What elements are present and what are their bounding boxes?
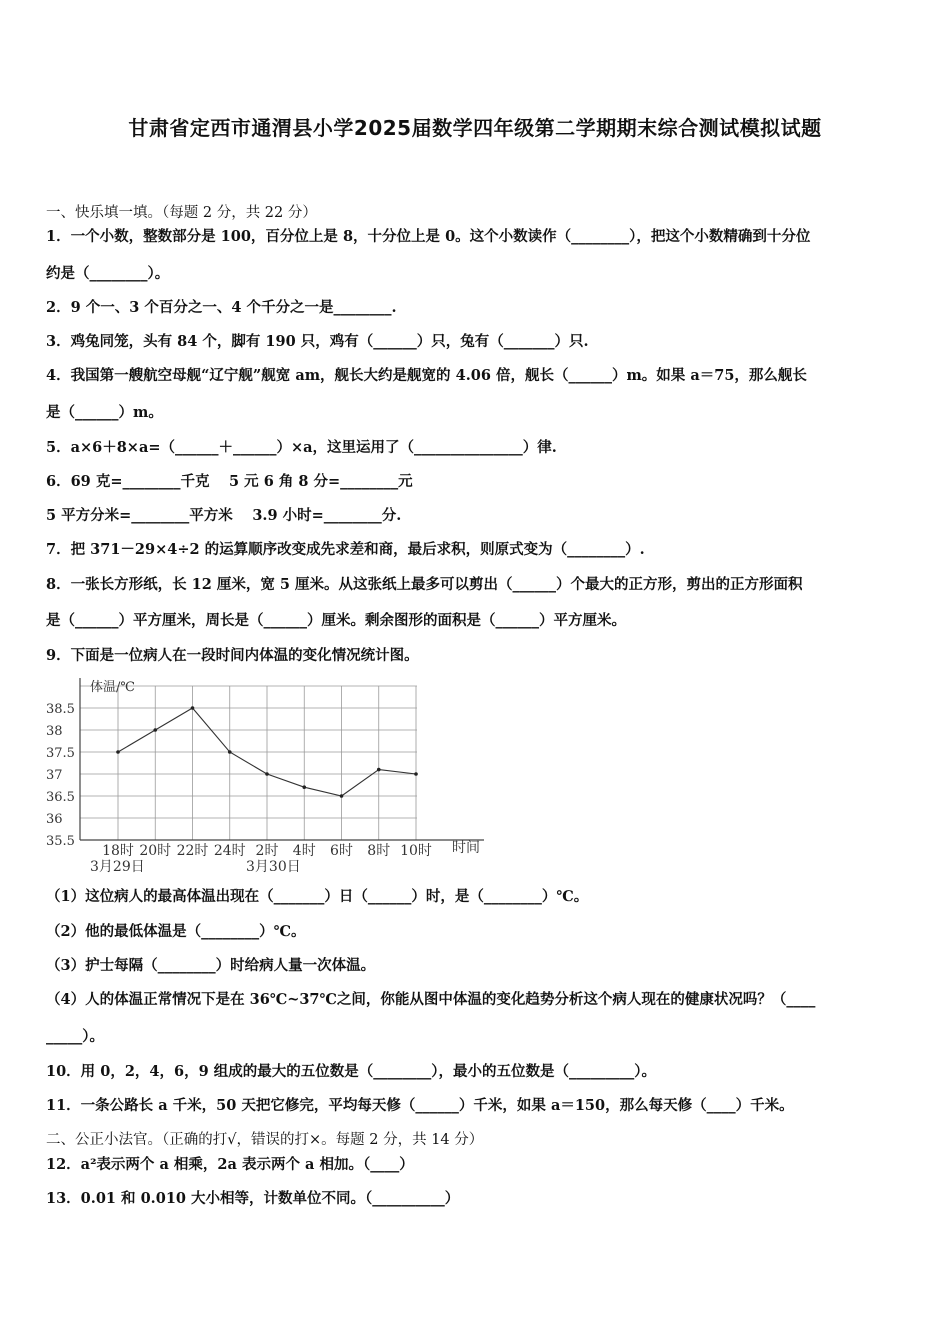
section-2-heading: 二、公正小法官。（正确的打√，错误的打×。每题 2 分，共 14 分） [46, 1132, 484, 1148]
date-label-1: 3月29日 [90, 859, 145, 875]
question-7: 7．把 371－29×4÷2 的运算顺序改变成先求差和商，最后求积，则原式变为（________）. [46, 541, 645, 558]
y-axis-label: 体温/℃ [90, 680, 135, 695]
x-tick-label: 6时 [330, 843, 353, 859]
question-1-line-1: 1．一个小数，整数部分是 100，百分位上是 8，十分位上是 0。这个小数读作（________），把这个小数精确到十分位 [46, 228, 811, 245]
question-9-part-2: （2）他的最低体温是（________）℃。 [46, 923, 306, 940]
section-1-heading: 一、快乐填一填。（每题 2 分，共 22 分） [46, 205, 317, 221]
x-tick-label: 8时 [367, 843, 391, 859]
question-9-part-3: （3）护士每隔（________）时给病人量一次体温。 [46, 957, 376, 974]
question-4-line-1: 4．我国第一艘航空母舰“辽宁舰”舰宽 am，舰长大约是舰宽的 4.06 倍，舰长（______）m。如果 a＝75，那么舰长 [46, 367, 807, 384]
x-axis-label: 时间 [452, 840, 480, 856]
temperature-line-chart [44, 674, 494, 882]
x-tick-label: 22时 [176, 843, 209, 859]
question-1-line-2: 约是（________）。 [46, 265, 170, 282]
question-10: 10．用 0，2，4，6，9 组成的最大的五位数是（________），最小的五位数是（_________）。 [46, 1063, 656, 1080]
question-6-line-2: 5 平方分米=________平方米 3.9 小时=________分. [46, 507, 402, 524]
question-3: 3．鸡兔同笼，头有 84 个，脚有 190 只，鸡有（______）只，兔有（_______）只. [46, 333, 589, 350]
y-tick-label: 37 [46, 768, 63, 783]
question-9-part-4-line-1: （4）人的体温正常情况下是在 36℃~37℃之间，你能从图中体温的变化趋势分析这个病人现在的健康状况吗？（____ [46, 991, 816, 1008]
y-tick-labels [46, 702, 75, 849]
question-13: 13．0.01 和 0.010 大小相等，计数单位不同。（__________） [46, 1190, 460, 1207]
data-point [153, 728, 157, 732]
y-tick-label: 38.5 [46, 702, 75, 717]
question-9-part-1: （1）这位病人的最高体温出现在（_______）日（______）时，是（________）℃。 [46, 888, 589, 905]
x-tick-label: 20时 [139, 843, 172, 859]
data-point [302, 785, 306, 789]
question-6-line-1: 6．69 克=________千克 5 元 6 角 8 分=________元 [46, 473, 413, 490]
y-tick-label: 38 [46, 724, 63, 739]
chart-axes [80, 678, 484, 840]
page-title: 甘肃省定西市通渭县小学2025届数学四年级第二学期期末综合测试模拟试题 [128, 116, 822, 140]
data-point [191, 706, 195, 710]
y-tick-label: 36 [46, 812, 63, 827]
question-5: 5．a×6＋8×a=（______＋______）×a，这里运用了（_______________）律. [46, 439, 557, 456]
y-tick-label: 36.5 [46, 790, 75, 805]
question-9-part-4-line-2: _____）。 [46, 1028, 104, 1045]
question-8-line-2: 是（______）平方厘米，周长是（______）厘米。剩余图形的面积是（______）平方厘米。 [46, 612, 626, 629]
date-label-2: 3月30日 [246, 859, 301, 875]
data-point [116, 750, 120, 754]
x-tick-label: 2时 [255, 843, 279, 859]
question-11: 11．一条公路长 a 千米，50 天把它修完，平均每天修（______）千米，如果 a＝150，那么每天修（____）千米。 [46, 1097, 794, 1114]
x-tick-labels [102, 843, 432, 859]
question-9: 9．下面是一位病人在一段时间内体温的变化情况统计图。 [46, 647, 419, 664]
data-point [265, 772, 269, 776]
data-point [228, 750, 232, 754]
x-tick-label: 4时 [292, 843, 316, 859]
question-4-line-2: 是（______）m。 [46, 404, 163, 421]
data-point [414, 772, 418, 776]
y-tick-label: 35.5 [46, 834, 75, 849]
question-8-line-1: 8．一张长方形纸，长 12 厘米，宽 5 厘米。从这张纸上最多可以剪出（______）个最大的正方形，剪出的正方形面积 [46, 576, 803, 593]
y-tick-label: 37.5 [46, 746, 75, 761]
question-2: 2．9 个一、3 个百分之一、4 个千分之一是________. [46, 299, 397, 316]
question-12: 12．a²表示两个 a 相乘，2a 表示两个 a 相加。（____） [46, 1156, 414, 1173]
x-tick-label: 10时 [400, 843, 432, 859]
data-point [377, 768, 381, 772]
x-tick-label: 18时 [102, 843, 134, 859]
data-point [340, 794, 344, 798]
x-tick-label: 24时 [213, 843, 246, 859]
